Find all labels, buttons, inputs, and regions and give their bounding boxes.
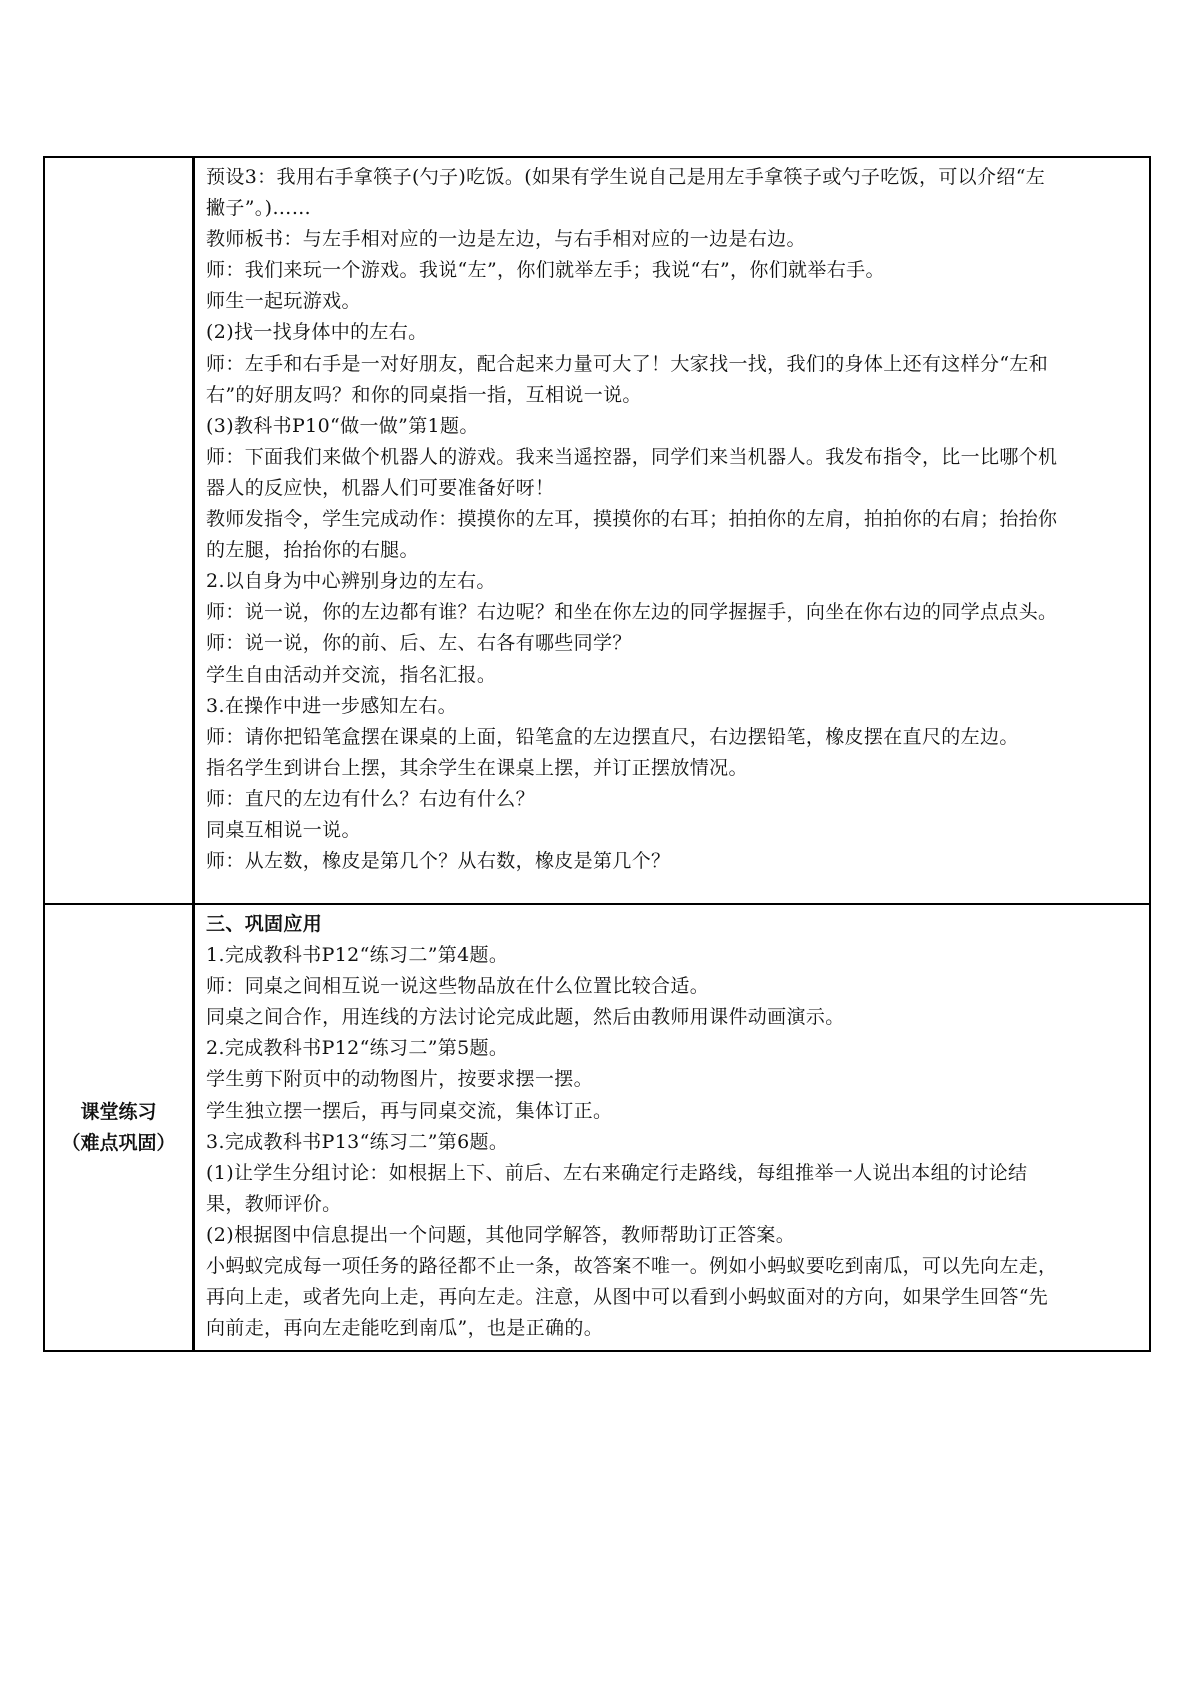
- text-line: 师：说一说，你的前、后、左、右各有哪些同学？: [206, 632, 632, 655]
- text-line: 器人的反应快，机器人们可要准备好呀！: [206, 476, 555, 499]
- text-line: 3.在操作中进一步感知左右。: [206, 694, 458, 717]
- row-label-subtitle: （难点巩固）: [61, 1131, 176, 1154]
- table-row-classroom-practice: [43, 903, 1151, 1352]
- text-line: 预设3：我用右手拿筷子(勺子)吃饭。(如果有学生说自己是用左手拿筷子或勺子吃饭，可以介绍“左: [206, 166, 1046, 188]
- text-line: 师：直尺的左边有什么？右边有什么？: [206, 787, 535, 810]
- row-label-cell: [45, 905, 195, 1350]
- text-line: 同桌之间合作，用连线的方法讨论完成此题，然后由教师用课件动画演示。: [206, 1006, 845, 1029]
- text-line: 同桌互相说一说。: [206, 818, 361, 841]
- text-line: 教师发指令，学生完成动作：摸摸你的左耳，摸摸你的右耳；拍拍你的左肩，拍拍你的右肩；抬抬你: [206, 508, 1058, 531]
- text-line: 右”的好朋友吗？和你的同桌指一指，互相说一说。: [206, 383, 642, 406]
- content-cell: [195, 158, 1149, 903]
- text-line: 1.完成教科书P12“练习二”第4题。: [206, 944, 509, 967]
- text-line: 师：左手和右手是一对好朋友，配合起来力量可大了！大家找一找，我们的身体上还有这样分“左和: [206, 352, 1049, 375]
- content-cell: [195, 905, 1149, 1350]
- text-line: 3.完成教科书P13“练习二”第6题。: [206, 1130, 509, 1153]
- text-line: 学生自由活动并交流，指名汇报。: [206, 663, 497, 686]
- text-line: 向前走，再向左走能吃到南瓜”，也是正确的。: [206, 1317, 604, 1340]
- row-label-title: 课堂练习: [80, 1100, 157, 1123]
- section-heading: 三、巩固应用: [206, 913, 323, 935]
- text-line: 师：下面我们来做个机器人的游戏。我来当遥控器，同学们来当机器人。我发布指令，比一比哪个机: [206, 445, 1058, 468]
- text-line: 师：请你把铅笔盒摆在课桌的上面，铅笔盒的左边摆直尺，右边摆铅笔，橡皮摆在直尺的左边。: [206, 725, 1019, 748]
- text-line: 撇子”。)……: [206, 197, 312, 220]
- text-line: 师：同桌之间相互说一说这些物品放在什么位置比较合适。: [206, 975, 710, 998]
- text-line: (1)让学生分组讨论：如根据上下、前后、左右来确定行走路线，每组推举一人说出本组的讨论结: [206, 1161, 1028, 1184]
- text-line: 学生独立摆一摆后，再与同桌交流，集体订正。: [206, 1099, 613, 1122]
- text-line: (2)根据图中信息提出一个问题，其他同学解答，教师帮助订正答案。: [206, 1223, 796, 1246]
- text-line: (2)找一找身体中的左右。: [206, 321, 428, 344]
- text-line: 师：说一说，你的左边都有谁？右边呢？和坐在你左边的同学握握手，向坐在你右边的同学点点头。: [206, 601, 1058, 624]
- text-line: 师：我们来玩一个游戏。我说“左”，你们就举左手；我说“右”，你们就举右手。: [206, 259, 885, 282]
- text-line: 2.完成教科书P12“练习二”第5题。: [206, 1037, 509, 1060]
- text-line: 教师板书：与左手相对应的一边是左边，与右手相对应的一边是右边。: [206, 228, 806, 251]
- text-line: 2.以自身为中心辨别身边的左右。: [206, 570, 496, 593]
- text-line: 指名学生到讲台上摆，其余学生在课桌上摆，并订正摆放情况。: [206, 756, 748, 779]
- lesson-plan-table: [43, 156, 1151, 1352]
- text-line: 再向上走，或者先向上走，再向左走。注意，从图中可以看到小蚂蚁面对的方向，如果学生回答“先: [206, 1286, 1049, 1309]
- text-line: 学生剪下附页中的动物图片，按要求摆一摆。: [206, 1068, 594, 1091]
- text-line: 小蚂蚁完成每一项任务的路径都不止一条，故答案不唯一。例如小蚂蚁要吃到南瓜，可以先向左走，: [206, 1255, 1058, 1278]
- row-label-cell: [45, 158, 195, 903]
- text-line: (3)教科书P10“做一做”第1题。: [206, 414, 479, 437]
- text-line: 师：从左数，橡皮是第几个？从右数，橡皮是第几个？: [206, 850, 671, 873]
- table-row-teaching-process: [43, 156, 1151, 903]
- text-line: 的左腿，抬抬你的右腿。: [206, 539, 419, 562]
- text-line: 果，教师评价。: [206, 1192, 342, 1215]
- text-line: 师生一起玩游戏。: [206, 290, 361, 313]
